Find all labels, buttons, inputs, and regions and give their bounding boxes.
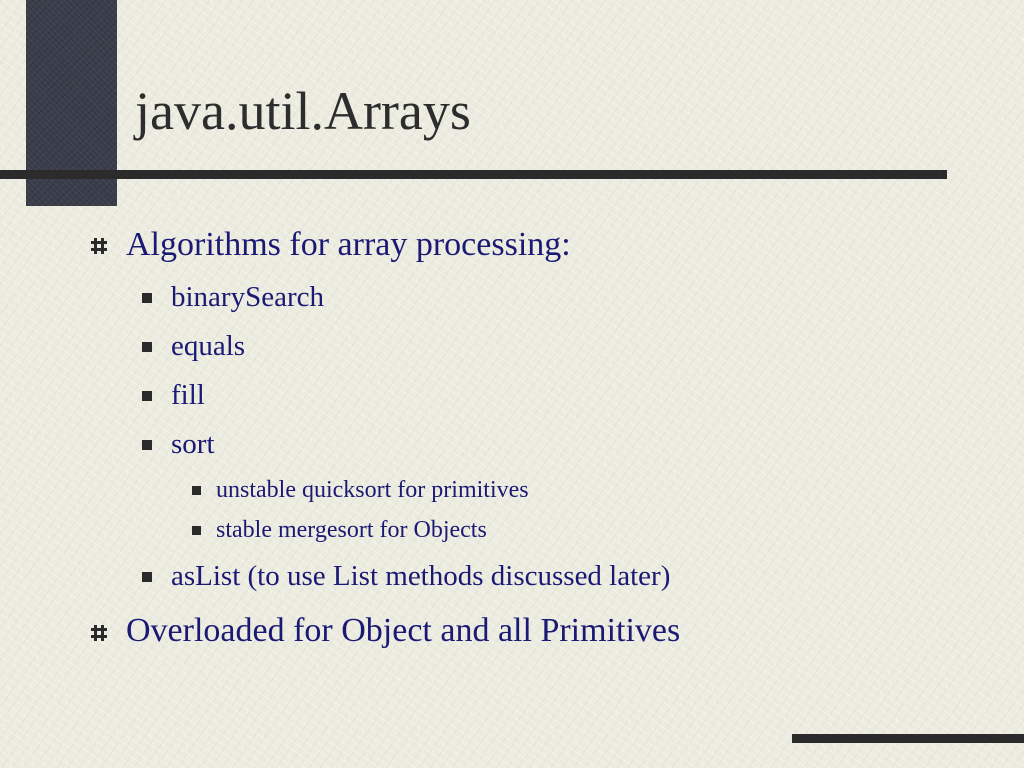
bullet-item [126,614,680,648]
bullet-text: Overloaded for Object and all Primitives [126,612,681,649]
hash-bullet-icon [91,624,107,642]
square-bullet-icon [142,391,152,401]
square-bullet-icon [142,440,152,450]
sub-bullet-text: equals [171,330,246,362]
sub-sub-bullet-item [216,478,529,502]
sub-bullet-text: fill [171,379,205,411]
bullet-item [126,228,571,262]
sub-sub-bullet-text: unstable quicksort for primitives [216,477,529,503]
square-bullet-icon [142,293,152,303]
sub-bullet-text: asList (to use List methods discussed later) [171,560,671,592]
square-bullet-icon [192,526,201,535]
sub-bullet-item [171,332,245,361]
sub-bullet-text: sort [171,428,215,460]
square-bullet-icon [142,342,152,352]
sub-bullet-item [171,381,205,410]
bullet-text: Algorithms for array processing: [126,226,571,263]
square-bullet-icon [192,486,201,495]
sub-bullet-item [171,430,215,459]
sub-bullet-text: binarySearch [171,281,324,313]
sub-sub-bullet-text: stable mergesort for Objects [216,517,487,543]
slide-title: java.util.Arrays [135,81,471,141]
square-bullet-icon [142,572,152,582]
hash-bullet-icon [91,237,107,255]
sub-sub-bullet-item [216,518,487,542]
sub-bullet-item [171,562,670,591]
sub-bullet-item [171,283,324,312]
